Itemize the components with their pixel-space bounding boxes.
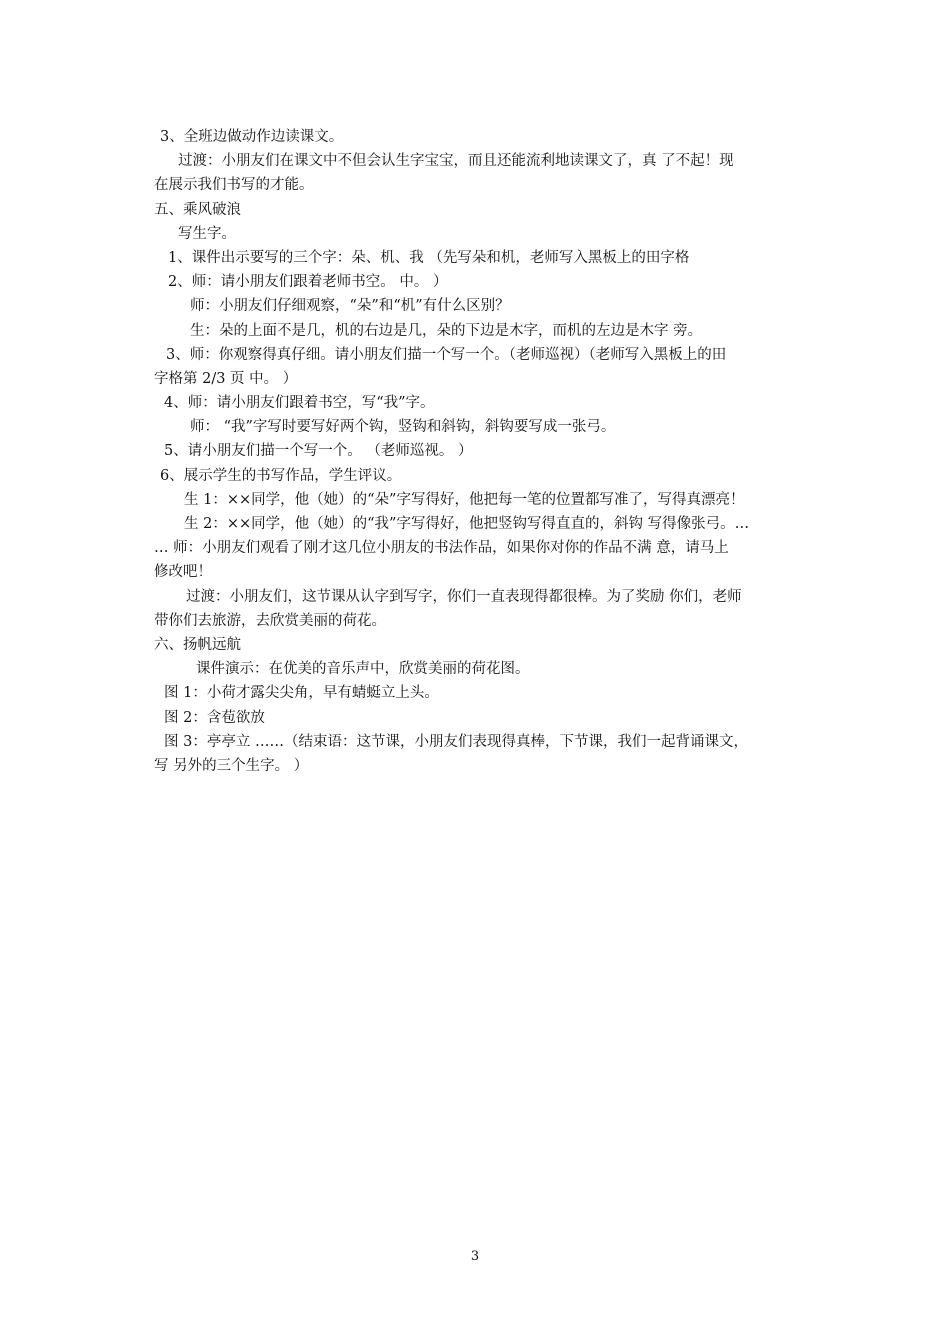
- text-line: 五、乘风破浪: [154, 201, 241, 218]
- text-line: 过渡：小朋友们，这节课从认字到写字，你们一直表现得都很棒。为了奖励 你们，老师: [186, 588, 742, 605]
- text-line: 师： “我”字写时要写好两个钩，竖钩和斜钩，斜钩要写成一张弓。: [190, 419, 616, 436]
- text-line: 写生字。: [178, 225, 236, 242]
- text-line: 修改吧！: [154, 564, 212, 581]
- text-line: 师：小朋友们仔细观察，“朵”和“机”有什么区别？: [190, 298, 510, 315]
- document-body: [154, 125, 814, 778]
- text-line: 6、展示学生的书写作品，学生评议。: [160, 467, 402, 484]
- text-line: 3、师：你观察得真仔细。请小朋友们描一个写一个。（老师巡视）（老师写入黑板上的田: [166, 346, 727, 363]
- text-line: 3、全班边做动作边读课文。: [160, 129, 344, 145]
- text-line: 图 3：亭亭立 ……（结束语：这节课，小朋友们表现得真棒，下节课，我们一起背诵课文，: [164, 733, 748, 750]
- text-line: 课件演示：在优美的音乐声中，欣赏美丽的荷花图。: [196, 661, 530, 678]
- text-line: 1、课件出示要写的三个字：朵、机、我 （先写朵和机，老师写入黑板上的田字格: [168, 249, 690, 266]
- text-line: 带你们去旅游，去欣赏美丽的荷花。: [154, 612, 386, 629]
- text-line: 在展示我们书写的才能。: [154, 177, 314, 194]
- text-line: 六、扬帆远航: [154, 636, 241, 653]
- text-line: 4、师：请小朋友们跟着书空，写“我”字。: [164, 395, 435, 412]
- text-line: 生：朵的上面不是几，机的右边是几，朵的下边是木字，而机的左边是木字 旁。: [190, 322, 703, 339]
- text-line: 生 1：××同学，他（她）的“朵”字写得好，他把每一笔的位置都写准了，写得真漂亮！: [184, 491, 745, 508]
- text-line: 2、师：请小朋友们跟着老师书空。 中。 ）: [168, 274, 448, 291]
- text-line: … 师：小朋友们观看了刚才这几位小朋友的书法作品，如果你对你的作品不满 意，请马上: [154, 540, 729, 557]
- text-line: 过渡：小朋友们在课文中不但会认生字宝宝，而且还能流利地读课文了，真 了不起！现: [178, 153, 734, 170]
- text-line: 写 另外的三个生字。 ）: [154, 757, 309, 774]
- text-line: 生 2：××同学，他（她）的“我”字写得好，他把竖钩写得直直的，斜钩 写得像张弓。…: [184, 516, 750, 532]
- text-line: 5、请小朋友们描一个写一个。 （老师巡视。 ）: [164, 443, 473, 460]
- text-line: 图 1：小荷才露尖尖角，早有蜻蜓立上头。: [164, 685, 439, 702]
- text-line: 字格第 2/3 页 中。 ）: [154, 370, 298, 387]
- page-number: 3: [470, 1249, 480, 1264]
- text-line: 图 2：含苞欲放: [164, 709, 265, 726]
